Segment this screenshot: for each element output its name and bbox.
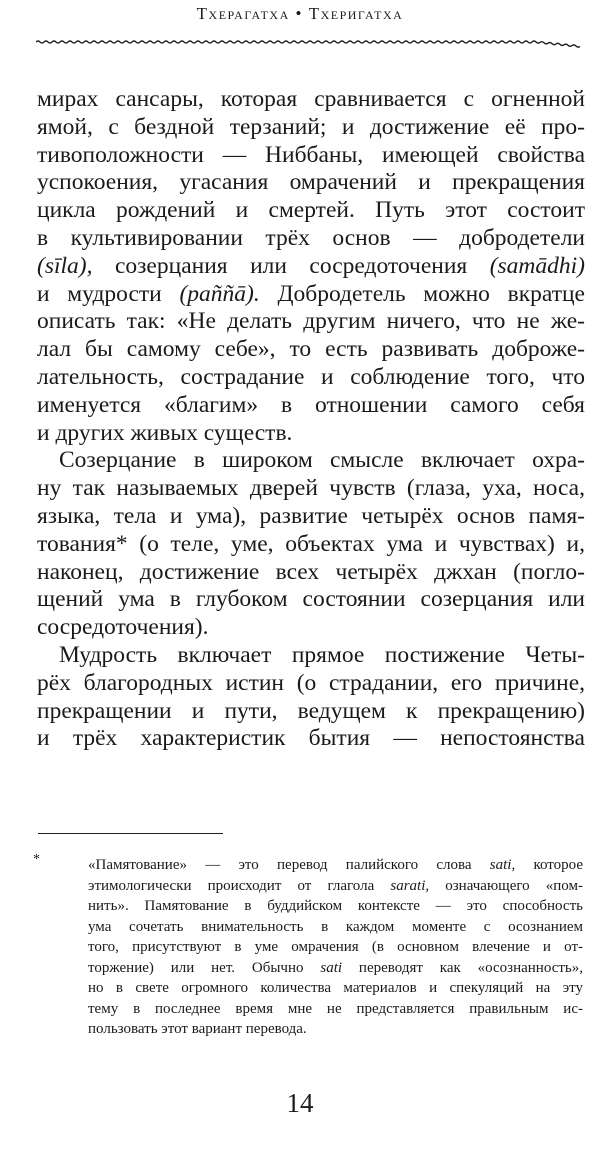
text-line xyxy=(88,937,583,958)
text-segment: того, присутствуют в уме омрачения (в основном влечение и от- xyxy=(88,939,583,955)
italic-term: (sīla), xyxy=(37,252,93,279)
text-segment: в культивировании трёх основ — добродетели xyxy=(37,224,585,251)
text-line xyxy=(37,614,585,642)
text-line xyxy=(88,917,583,938)
text-segment: этимологически происходит от глагола xyxy=(88,877,391,894)
italic-term: sarati, xyxy=(390,877,430,894)
text-line xyxy=(37,531,585,559)
text-segment: лал бы самому себе», то есть развивать доброже- xyxy=(37,336,585,363)
header-divider xyxy=(36,36,582,50)
text-line xyxy=(37,114,585,142)
text-line xyxy=(37,586,585,614)
text-segment: успокоения, угасания омрачений и прекращения xyxy=(37,169,585,196)
text-segment: Добродетель можно вкратце xyxy=(259,280,585,307)
text-segment: тования* (о теле, уме, объектах ума и чувствах) и, xyxy=(37,530,585,557)
running-header: Тхерагатха • Тхеригатха xyxy=(196,4,404,23)
text-line xyxy=(88,1019,583,1040)
text-line xyxy=(37,142,585,170)
text-line xyxy=(37,392,585,420)
text-line xyxy=(88,978,583,999)
text-segment: которое xyxy=(515,857,583,873)
text-segment: и других живых существ. xyxy=(37,419,293,446)
italic-term: (samādhi) xyxy=(489,252,585,279)
text-line xyxy=(37,225,585,253)
text-line xyxy=(88,876,583,897)
text-segment: и трёх характеристик бытия — непостоянства xyxy=(37,725,585,752)
text-segment: пользовать этот вариант перевода. xyxy=(88,1021,307,1037)
text-segment: тивоположности — Ниббаны, имеющей свойства xyxy=(37,141,585,168)
text-line xyxy=(37,503,585,531)
text-segment: рёх благородных истин (о страдании, его причине, xyxy=(37,669,585,696)
text-segment: сосредоточения). xyxy=(37,614,209,641)
text-segment: переводят как «осознанность», xyxy=(342,959,584,976)
text-line xyxy=(37,725,585,753)
text-segment: ямой, с бездной терзаний; и достижение её про- xyxy=(37,113,585,140)
text-line xyxy=(37,642,585,670)
text-segment: но в свете огромного количества материалов и спекуляций на эту xyxy=(88,980,583,996)
text-segment: созерцания или сосредоточения xyxy=(92,252,490,279)
text-line xyxy=(37,281,585,309)
text-segment: лательность, сострадание и соблюдение того, что xyxy=(37,363,585,390)
text-line xyxy=(37,698,585,726)
text-segment: Созерцание в широком смысле включает охра- xyxy=(59,447,585,474)
text-segment: ну так называемых дверей чувств (глаза, уха, носа, xyxy=(37,475,585,502)
text-line xyxy=(88,958,583,979)
text-line xyxy=(37,308,585,336)
footnote-divider xyxy=(38,833,223,834)
text-segment: цикла рождений и смертей. Путь этот состоит xyxy=(37,197,585,224)
text-segment: наконец, достижение всех четырёх джхан (погло- xyxy=(37,558,585,585)
text-line xyxy=(88,999,583,1020)
text-line xyxy=(37,253,585,281)
body-text xyxy=(37,86,585,753)
text-line xyxy=(37,169,585,197)
text-segment: ума сочетать внимательность в каждом моменте с осознанием xyxy=(88,918,583,935)
text-line xyxy=(37,336,585,364)
text-segment: мирах сансары, которая сравнивается с огненной xyxy=(37,86,585,112)
text-line xyxy=(37,447,585,475)
text-segment: означающего «пом- xyxy=(429,877,583,894)
text-segment: описать так: «Не делать другим ничего, что не же- xyxy=(37,308,585,335)
text-segment: торжение) или нет. Обычно xyxy=(88,959,321,976)
text-line xyxy=(37,86,585,114)
footnote-marker: * xyxy=(33,852,40,867)
page-number: 14 xyxy=(286,1088,314,1118)
text-segment: и мудрости xyxy=(37,280,180,307)
text-segment: языка, тела и ума), развитие четырёх основ памя- xyxy=(37,502,585,529)
footnote-text xyxy=(88,855,583,1040)
italic-term: (paññā). xyxy=(179,280,260,307)
text-segment: прекращении и пути, ведущем к прекращению) xyxy=(37,697,585,724)
text-segment: Мудрость включает прямое постижение Четы- xyxy=(59,641,585,668)
italic-term: sati, xyxy=(489,857,516,873)
italic-term: sati xyxy=(320,959,343,976)
text-segment: щений ума в глубоком состоянии созерцания или xyxy=(37,586,585,613)
text-segment: тему в последнее время мне не представляется правильным ис- xyxy=(88,1000,583,1017)
text-segment: именуется «благим» в отношении самого себя xyxy=(37,391,585,418)
text-segment: нить». Памятование в буддийском контексте — это способность xyxy=(88,898,583,914)
text-line xyxy=(37,475,585,503)
text-line xyxy=(37,670,585,698)
text-line xyxy=(37,197,585,225)
text-line xyxy=(88,855,583,876)
text-line xyxy=(88,896,583,917)
text-line xyxy=(37,559,585,587)
text-line xyxy=(37,364,585,392)
text-segment: «Памятование» — это перевод палийского слова xyxy=(88,857,490,873)
text-line xyxy=(37,420,585,448)
